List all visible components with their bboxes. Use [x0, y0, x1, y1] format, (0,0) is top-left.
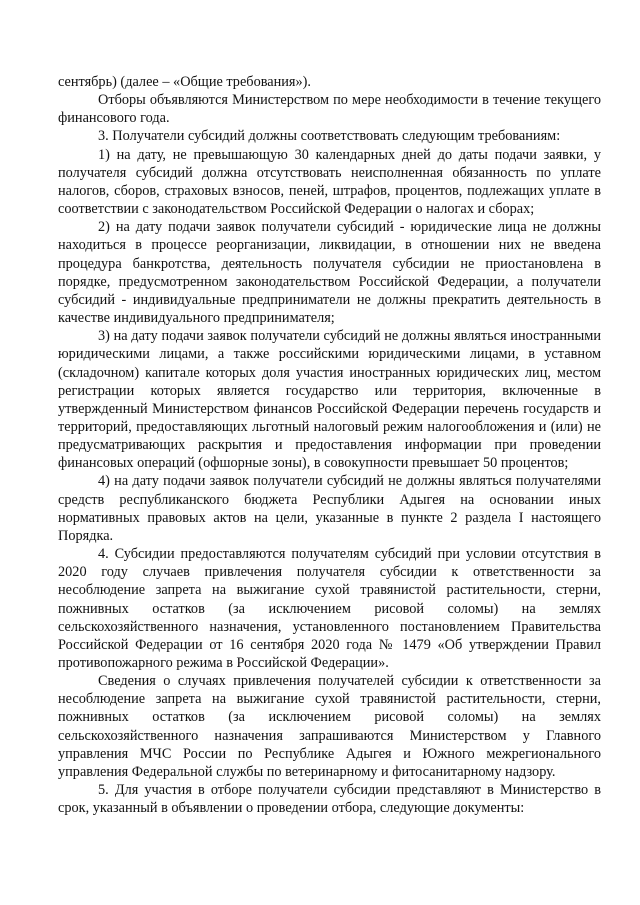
paragraph-continuation: сентябрь) (далее – «Общие требования»). — [58, 74, 311, 90]
paragraph-selection-timing: Отборы объявляются Министерством по мере необходимости в течение текущего финансового года. — [58, 92, 601, 127]
paragraph-requirement-2: 2) на дату подачи заявок получатели субсидий - юридические лица не должны находиться в процессе реорганизации, ликвидации, в отношении них не введена процедура банкротства, деятельность получателя субсидии не приостановлена в порядке, предусмотренном законодательством Российской Федерации, а получатели субсидий - индивидуальные предприниматели не должны прекратить деятельность в качестве индивидуального предпринимателя; — [58, 219, 601, 327]
paragraph-subsidy-condition: 4. Субсидии предоставляются получателям субсидий при условии отсутствия в 2020 году случаев привлечения получателя субсидии к ответственности за несоблюдение запрета на выжигание сухой травянистой растительности, стерни, пожнивных остатков (за исключением рисовой соломы) на землях сельскохозяйственного назначения, установленного постановлением Правительства Российской Федерации от 16 сентября 2020 года № 1479 «Об утверждении Правил противопожарного режима в Российской Федерации». — [58, 546, 601, 671]
paragraph-requirements-heading: 3. Получатели субсидий должны соответствовать следующим требованиям: — [98, 128, 561, 145]
document-body — [58, 73, 601, 817]
paragraph-requirement-3: 3) на дату подачи заявок получатели субсидий не должны являться иностранными юридическими лицами, а также российскими юридическими лицами, в уставном (складочном) капитале которых доля участия иностранных юридических лиц, местом регистрации которых является государство или территория, включенные в утвержденный Министерством финансов Российской Федерации перечень государств и территорий, предоставляющих льготный налоговый режим налогообложения и (или) не предусматривающих раскрытия и предоставления информации при проведении финансовых операций (офшорные зоны), в совокупности превышает 50 процентов; — [58, 328, 601, 472]
paragraph-requirement-4: 4) на дату подачи заявок получатели субсидий не должны являться получателями средств республиканского бюджета Республики Адыгея на основании иных нормативных правовых актов на цели, указанные в пункте 2 раздела I настоящего Порядка. — [58, 473, 601, 544]
paragraph-documents-intro: 5. Для участия в отборе получатели субсидии представляют в Министерство в срок, указанный в объявлении о проведении отбора, следующие документы: — [58, 782, 601, 817]
paragraph-requirement-1: 1) на дату, не превышающую 30 календарных дней до даты подачи заявки, у получателя субсидий должна отсутствовать неисполненная обязанность по уплате налогов, сборов, страховых взносов, пеней, штрафов, процентов, подлежащих уплате в соответствии с законодательством Российской Федерации о налогах и сборах; — [58, 146, 601, 218]
paragraph-information-request: Сведения о случаях привлечения получателей субсидии к ответственности за несоблюдение запрета на выжигание сухой травянистой растительности, стерни, пожнивных остатков (за исключением рисовой соломы) на землях сельскохозяйственного назначения запрашиваются Министерством у Главного управления МЧС России по Республике Адыгея и Южного межрегионального управления Федеральной службы по ветеринарному и фитосанитарному надзору. — [58, 673, 601, 780]
